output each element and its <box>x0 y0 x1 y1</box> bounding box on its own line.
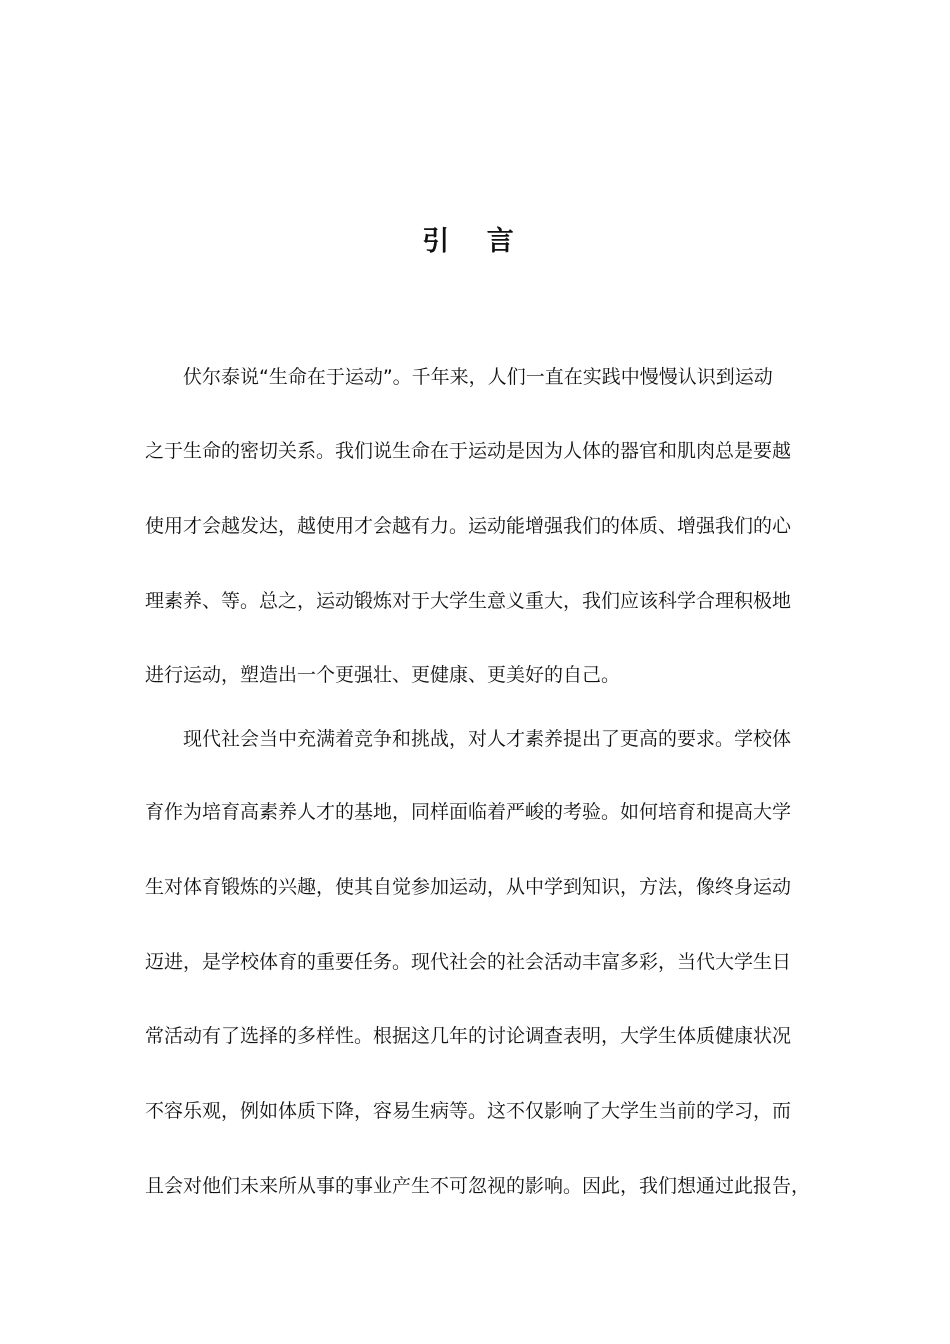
paragraph-1-line-2: 之于生命的密切关系。我们说生命在于运动是因为人体的器官和肌肉总是要越 <box>145 440 792 462</box>
paragraph-1-line-5: 进行运动，塑造出一个更强壮、更健康、更美好的自己。 <box>145 664 621 686</box>
paragraph-1-line-4: 理素养、等。总之，运动锻炼对于大学生意义重大，我们应该科学合理积极地 <box>145 590 792 612</box>
paragraph-2-line-1: 现代社会当中充满着竞争和挑战，对人才素养提出了更高的要求。学校体 <box>183 728 792 750</box>
paragraph-2-line-7: 且会对他们未来所从事的事业产生不可忽视的影响。因此，我们想通过此报告， <box>145 1175 811 1197</box>
paragraph-2-line-5: 常活动有了选择的多样性。根据这几年的讨论调查表明，大学生体质健康状况 <box>145 1025 792 1047</box>
page-title: 引 言 <box>422 226 528 257</box>
paragraph-2-line-3: 生对体育锻炼的兴趣，使其自觉参加运动，从中学到知识，方法，像终身运动 <box>145 876 792 898</box>
paragraph-2-line-6: 不容乐观，例如体质下降，容易生病等。这不仅影响了大学生当前的学习，而 <box>145 1100 792 1122</box>
paragraph-1-line-3: 使用才会越发达，越使用才会越有力。运动能增强我们的体质、增强我们的心 <box>145 515 792 537</box>
paragraph-1-line-1: 伏尔泰说“生命在于运动”。千年来，人们一直在实践中慢慢认识到运动 <box>183 366 773 388</box>
paragraph-2-line-4: 迈进，是学校体育的重要任务。现代社会的社会活动丰富多彩，当代大学生日 <box>145 951 792 973</box>
paragraph-2-line-2: 育作为培育高素养人才的基地，同样面临着严峻的考验。如何培育和提高大学 <box>145 801 792 823</box>
